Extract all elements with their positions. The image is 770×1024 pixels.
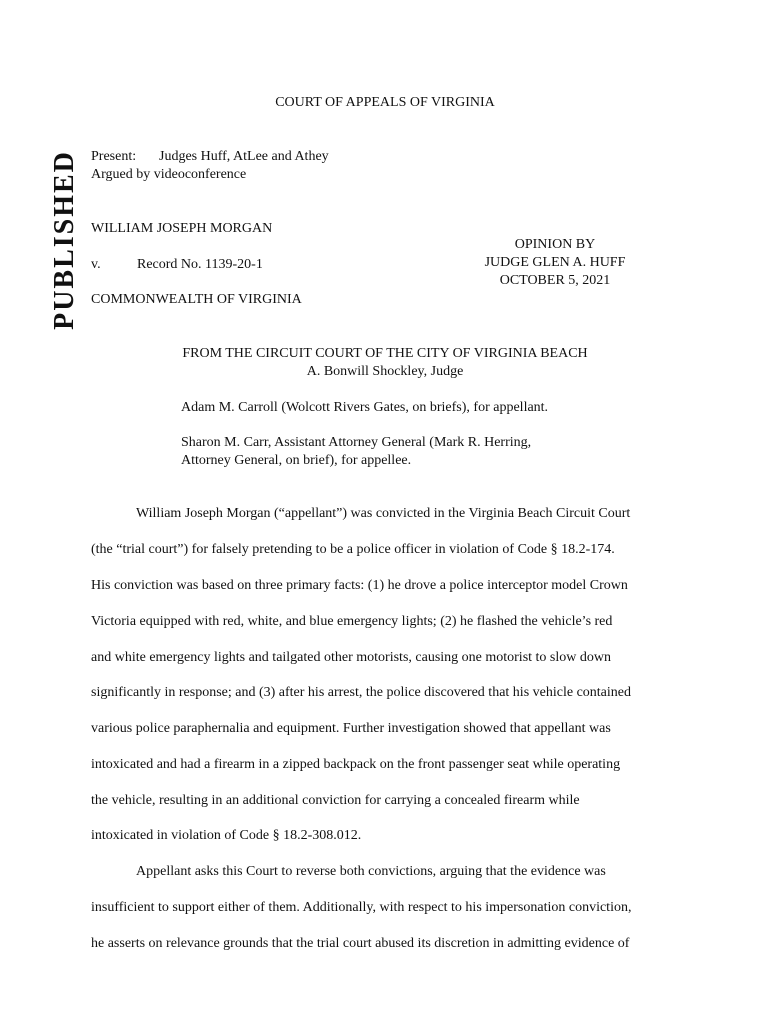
body-line: intoxicated in violation of Code § 18.2-308.012. bbox=[91, 828, 362, 843]
opinion-block bbox=[455, 236, 655, 290]
versus-label: v. bbox=[91, 257, 101, 272]
body-line: William Joseph Morgan (“appellant”) was convicted in the Virginia Beach Circuit Court bbox=[136, 506, 631, 521]
body-line: insufficient to support either of them. Additionally, with respect to his impersonation conviction, bbox=[91, 900, 632, 915]
argued-note: Argued by videoconference bbox=[91, 167, 247, 182]
published-stamp bbox=[45, 140, 85, 340]
body-line: intoxicated and had a firearm in a zipped backpack on the front passenger seat while operating bbox=[91, 757, 621, 772]
opinion-by: OPINION BY bbox=[514, 237, 596, 252]
body-line: Appellant asks this Court to reverse both convictions, arguing that the evidence was bbox=[136, 864, 606, 879]
present-label: Present: bbox=[91, 149, 137, 164]
trial-judge: A. Bonwill Shockley, Judge bbox=[306, 364, 464, 379]
record-number: Record No. 1139-20-1 bbox=[137, 257, 263, 272]
body-line: and white emergency lights and tailgated other motorists, causing one motorist to slow down bbox=[91, 650, 611, 665]
body-line: he asserts on relevance grounds that the trial court abused its discretion in admitting evidence of bbox=[91, 936, 630, 951]
appellee-counsel-line-1: Sharon M. Carr, Assistant Attorney General (Mark R. Herring, bbox=[181, 435, 532, 450]
present-judges: Judges Huff, AtLee and Athey bbox=[159, 149, 329, 164]
opinion-judge: JUDGE GLEN A. HUFF bbox=[484, 255, 626, 270]
from-court-heading: FROM THE CIRCUIT COURT OF THE CITY OF VIRGINIA BEACH bbox=[182, 346, 588, 361]
court-title: COURT OF APPEALS OF VIRGINIA bbox=[275, 95, 495, 110]
appellee-name: COMMONWEALTH OF VIRGINIA bbox=[91, 292, 302, 307]
body-line: the vehicle, resulting in an additional conviction for carrying a concealed firearm while bbox=[91, 793, 580, 808]
body-line: His conviction was based on three primary facts: (1) he drove a police interceptor model Crown bbox=[91, 578, 628, 593]
published-stamp-text: PUBLISHED bbox=[49, 150, 80, 330]
opinion-date: OCTOBER 5, 2021 bbox=[499, 273, 611, 288]
body-line: Victoria equipped with red, white, and blue emergency lights; (2) he flashed the vehicle’s red bbox=[91, 614, 613, 629]
appellant-counsel: Adam M. Carroll (Wolcott Rivers Gates, on briefs), for appellant. bbox=[181, 400, 549, 415]
body-line: (the “trial court”) for falsely pretending to be a police officer in violation of Code § 18.2-174. bbox=[91, 542, 615, 557]
body-line: significantly in response; and (3) after his arrest, the police discovered that his vehicle contained bbox=[91, 685, 631, 700]
body-line: various police paraphernalia and equipment. Further investigation showed that appellant was bbox=[91, 721, 611, 736]
appellant-name: WILLIAM JOSEPH MORGAN bbox=[91, 221, 273, 236]
appellee-counsel-line-2: Attorney General, on brief), for appellee. bbox=[181, 453, 412, 468]
